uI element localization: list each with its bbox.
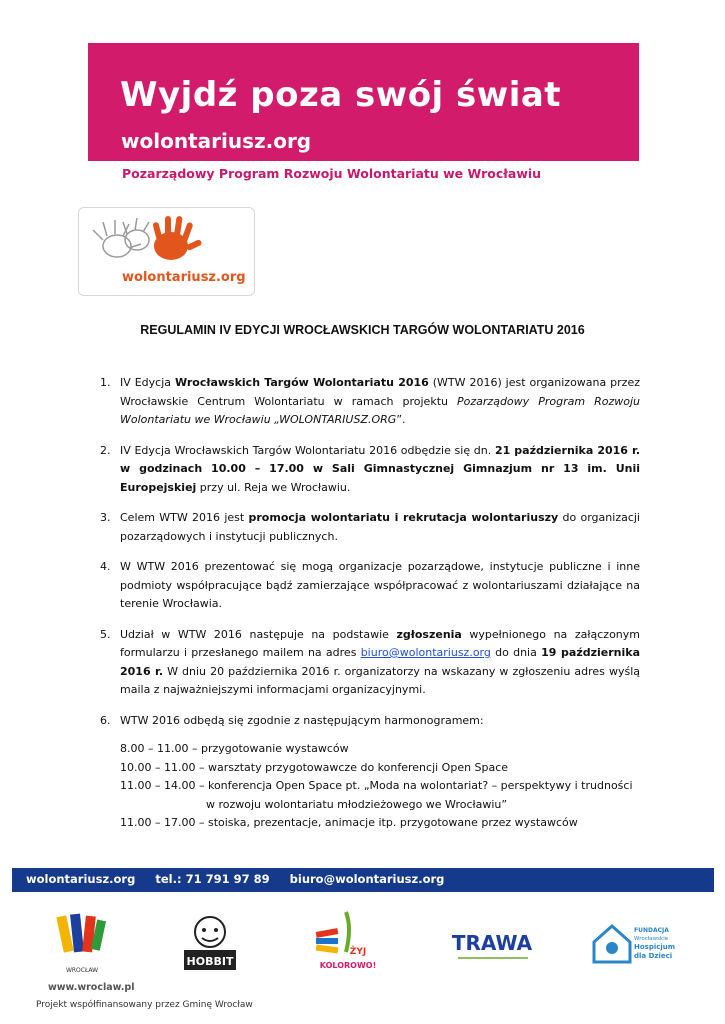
trawa-logo [446,928,538,964]
text: Udział w WTW 2016 następuje na podstawie [120,627,397,641]
item-number: 4. [100,560,111,573]
text: wypełnionego na załączonym formularzu i przesłanego mailem na adres [120,627,640,659]
banner-title: Wyjdź poza swój świat [120,75,562,115]
schedule-row-continuation: w rozwoju wolontariatu młodzieżowego we Wrocławiu” [206,797,508,811]
text: Celem WTW 2016 jest [120,511,249,524]
bold-text: 19 października 2016 r. [120,646,641,678]
hospicjum-line: dla Dzieci [634,952,673,960]
hospicjum-logo [590,918,690,968]
item-number: 3. [100,511,111,524]
footer-email[interactable]: biuro@wolontariusz.org [289,872,445,886]
banner-site: wolontariusz.org [121,129,312,153]
text: ”. [396,413,406,426]
zyj-kolorowo-logo-icon [312,908,378,978]
footer-contact-bar [12,868,714,892]
wroclaw-label: WROCŁAW [65,967,99,974]
rule-item-2 [100,442,641,498]
text: do organizacji pozarządowych i instytucji publicznych. [120,511,640,543]
hospicjum-line: Hospicjum [634,943,676,951]
header-banner [88,43,639,161]
text: W dniu 20 października 2016 r. organizatorzy na wskazany w zgłoszeniu adres wyślą maila z najważniejszymi informacjami organizacyjnymi. [120,664,640,696]
schedule-row: 10.00 – 11.00 – warsztaty przygotowawcze do konferencji Open Space [120,760,509,774]
schedule-row: 11.00 – 17.00 – stoiska, prezentacje, animacje itp. przygotowane przez wystawców [120,816,578,829]
item-number: 5. [100,627,111,641]
rule-item-4 [100,558,640,614]
wroclaw-logo [52,910,112,978]
schedule-row: 11.00 – 14.00 – konferencja Open Space pt. „Moda na wolontariat? – perspektywy i trudności [120,779,633,792]
hospicjum-line: Wrocławskie [634,936,669,942]
cofinanced-note: Projekt współfinansowany przez Gminę Wrocław [36,1000,253,1010]
kolorowo-label: KOLOROWO! [319,961,377,970]
zyj-kolorowo-logo [312,908,378,978]
trawa-label: TRAWA [451,931,533,955]
wroclaw-logo-icon [52,910,112,978]
wolontariusz-logo [78,207,255,296]
italic-text: Pozarządowy Program Rozwoju Wolontariatu we Wrocławiu „WOLONTARIUSZ.ORG [120,394,640,426]
item-number: 1. [100,376,111,389]
hospicjum-logo-icon [590,918,690,968]
text: do dnia [490,646,542,659]
hobbit-logo-icon [180,912,240,974]
text: IV Edycja [120,376,175,389]
document-title: REGULAMIN IV EDYCJI WROCŁAWSKICH TARGÓW WOLONTARIATU 2016 [140,323,585,337]
email-link[interactable]: biuro@wolontariusz.org [360,646,491,659]
item-number: 6. [100,713,111,727]
bold-text: Wrocławskich Targów Wolontariatu 2016 [174,376,429,389]
hospicjum-line: FUNDACJA [634,927,669,934]
hobbit-label: HOBBIT [186,955,234,968]
text: WTW 2016 odbędą się zgodnie z następującym harmonogramem: [120,713,484,727]
zyj-label: ŻYJ [349,947,367,957]
rule-item-5 [100,626,641,700]
bold-text: promocja wolontariatu i rekrutacja wolontariuszy [248,511,559,524]
schedule-row: 8.00 – 11.00 – przygotowanie wystawców [120,742,349,755]
footer-phone: tel.: 71 791 97 89 [155,872,270,886]
logo-text: wolontariusz.org [122,270,246,285]
text: W WTW 2016 prezentować się mogą organizacje pozarządowe, instytucje publiczne i inne podmioty współpracujące bądź zamierzające współpracować z wolontariuszami działające na terenie Wrocławia. [120,560,640,610]
wroclaw-url[interactable]: www.wroclaw.pl [48,982,135,993]
item-number: 2. [100,443,111,457]
rule-item-1 [100,374,640,430]
footer-site[interactable]: wolontariusz.org [26,872,136,886]
trawa-logo-icon [446,928,538,964]
footer-contact [26,872,444,886]
program-tagline: Pozarządowy Program Rozwoju Wolontariatu we Wrocławiu [122,166,542,181]
text: (WTW 2016) jest organizowana przez Wrocławskie Centrum Wolontariatu w ramach projektu [120,376,640,408]
rule-item-6 [100,712,640,731]
bold-text: 21 października 2016 r. w godzinach 10.00 – 17.00 w Sali Gimnastycznej Gimnazjum nr 13 im. Unii Europejskiej [120,443,641,494]
text: IV Edycja Wrocławskich Targów Wolontariatu 2016 odbędzie się dn. [120,443,495,457]
document-body [100,374,641,833]
hobbit-logo [180,912,240,974]
schedule-list [120,740,640,833]
bold-text: zgłoszenia [396,627,462,641]
text: przy ul. Reja we Wrocławiu. [196,480,351,494]
rule-item-3 [100,509,640,546]
